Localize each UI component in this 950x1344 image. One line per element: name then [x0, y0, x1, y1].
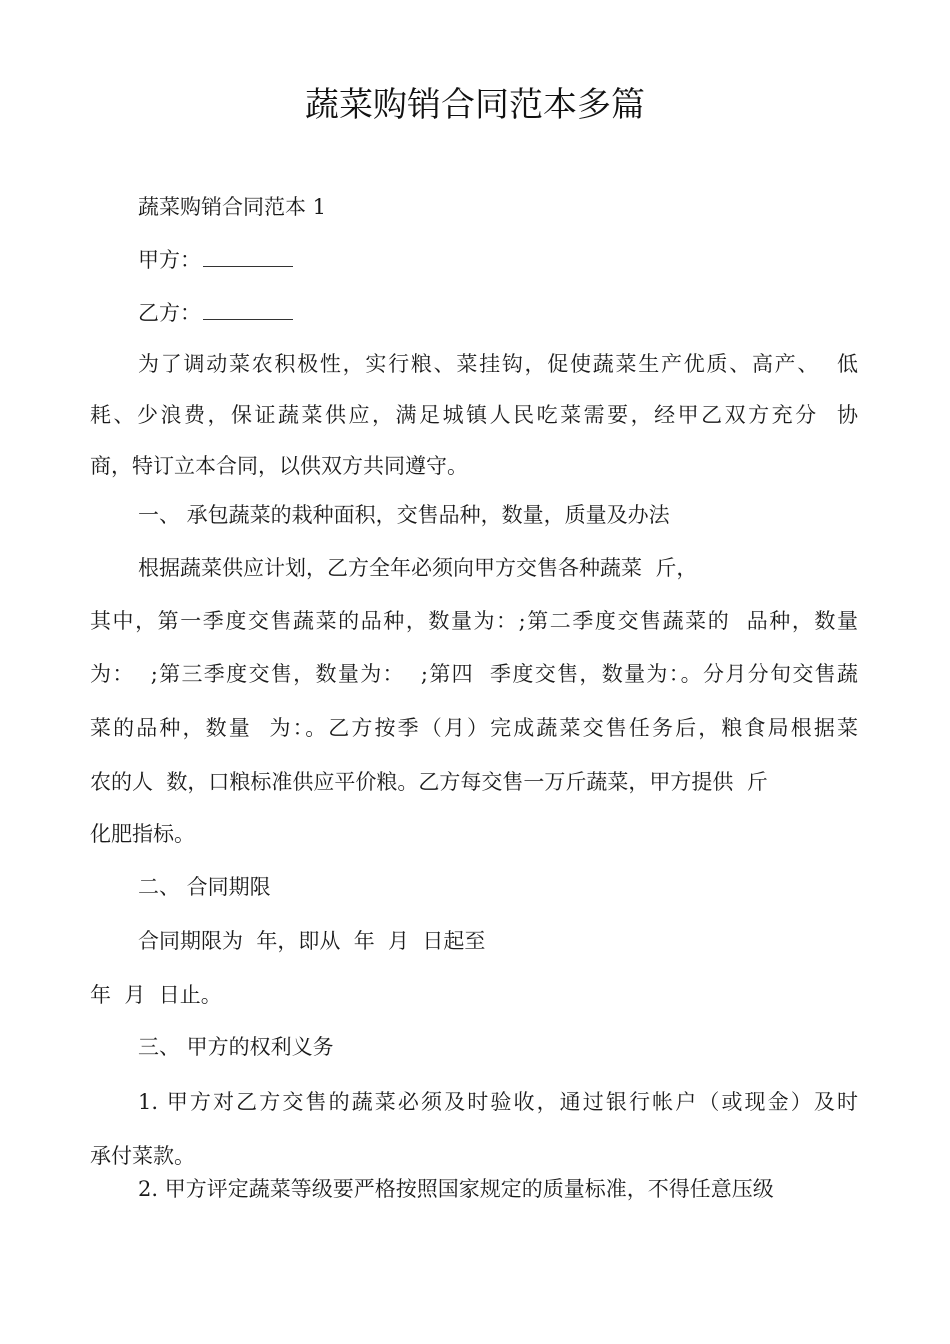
party-b-label: 乙方： [138, 301, 201, 325]
party-a-line [138, 245, 293, 275]
section-heading: 蔬菜购销合同范本 1 [138, 195, 327, 219]
paragraph-line: 商，特订立本合同，以供双方共同遵守。 [90, 454, 468, 478]
paragraph-line: 合同期限为 年，即从 年 月 日起至 [138, 929, 486, 953]
clause-heading: 三、 甲方的权利义务 [138, 1035, 334, 1059]
paragraph-line: 农的人 数，口粮标准供应平价粮。乙方每交售一万斤蔬菜，甲方提供 斤 [90, 770, 768, 794]
paragraph-line: 承付菜款。 [90, 1144, 195, 1168]
paragraph-line: 根据蔬菜供应计划，乙方全年必须向甲方交售各种蔬菜 斤， [138, 556, 698, 580]
party-a-blank [203, 246, 293, 267]
paragraph-line: 其中，第一季度交售蔬菜的品种，数量为：;第二季度交售蔬菜的 品种，数量 [90, 609, 858, 633]
paragraph-line: 耗、少浪费，保证蔬菜供应，满足城镇人民吃菜需要，经甲乙双方充分 协 [90, 403, 858, 427]
party-b-line [138, 298, 293, 328]
paragraph-line: 为： ;第三季度交售，数量为： ;第四 季度交售，数量为：。分月分旬交售蔬 [90, 662, 858, 686]
clause-heading: 一、 承包蔬菜的栽种面积，交售品种，数量，质量及办法 [138, 503, 670, 527]
clause-heading: 二、 合同期限 [138, 875, 271, 899]
party-a-label: 甲方： [138, 248, 201, 272]
paragraph-line: 化肥指标。 [90, 822, 195, 846]
document-title: 蔬菜购销合同范本多篇 [305, 85, 645, 125]
paragraph-line: 年 月 日止。 [90, 983, 222, 1007]
paragraph-line: 2. 甲方评定蔬菜等级要严格按照国家规定的质量标准，不得任意压级 [138, 1177, 774, 1201]
paragraph-line: 1. 甲方对乙方交售的蔬菜必须及时验收，通过银行帐户（或现金）及时 [138, 1090, 858, 1114]
party-b-blank [203, 299, 293, 320]
paragraph-line: 为了调动菜农积极性，实行粮、菜挂钩，促使蔬菜生产优质、高产、 低 [138, 352, 858, 376]
paragraph-line: 菜的品种，数量 为：。乙方按季（月）完成蔬菜交售任务后，粮食局根据菜 [90, 716, 858, 740]
